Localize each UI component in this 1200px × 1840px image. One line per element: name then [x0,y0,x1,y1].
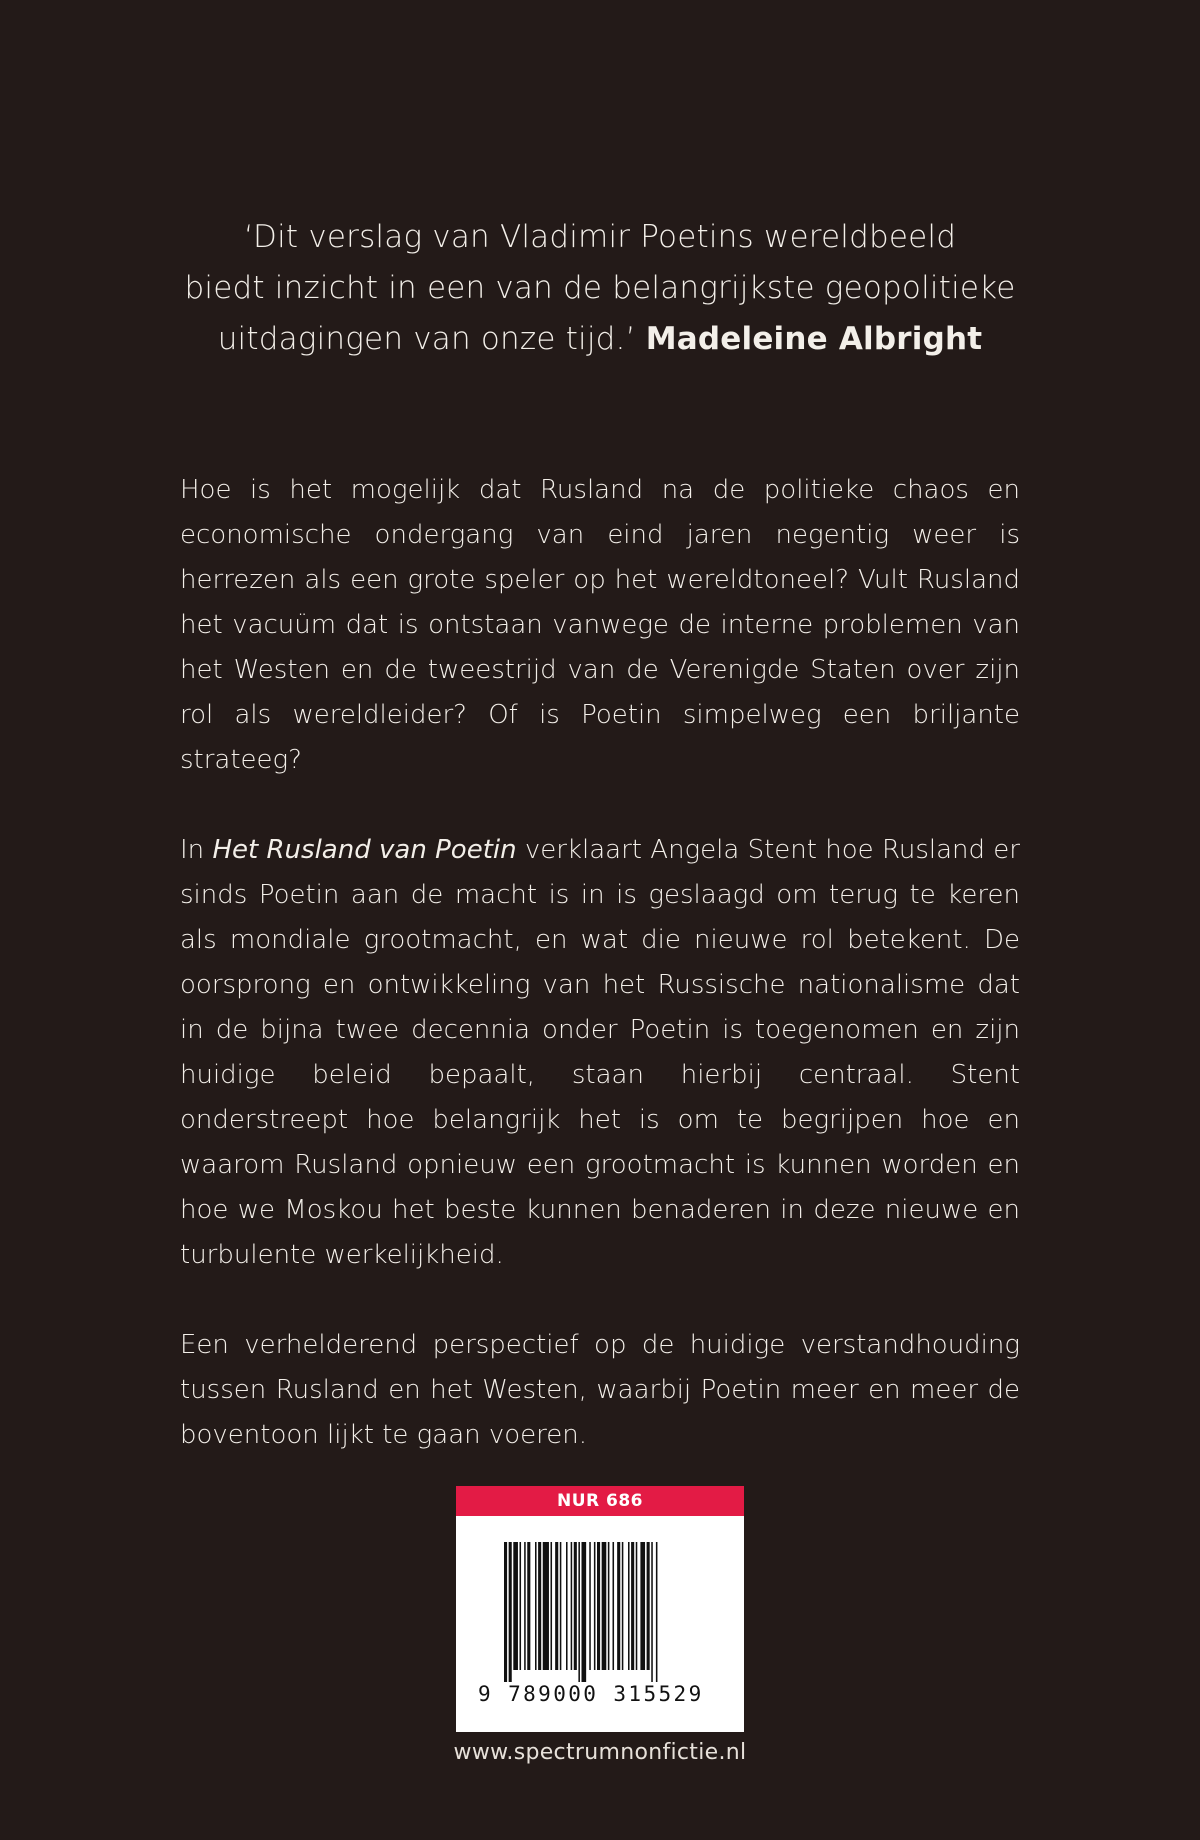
isbn-number: 9 789000 315529 [478,1682,704,1706]
barcode-bar [504,1542,507,1682]
book-title: Het Rusland van Poetin [212,835,517,865]
barcode-bar [566,1542,568,1670]
barcode-bar [520,1542,522,1670]
barcode-bar [535,1542,537,1670]
blurb-paragraph-2-text: verklaart Angela Stent hoe Rusland er sinds Poetin aan de macht is in is geslaagd om terug te keren als mondiale grootmacht, en wat die nieuwe rol betekent. De oorsprong en ontwikkeling van het Russische nationalisme dat in de bijna twee decennia onder Poetin is toegenomen en zijn huidige beleid bepaalt, staan hierbij centraal. Stent onderstreept hoe belangrijk het is om te begrijpen hoe en waarom Rusland opnieuw een grootmacht is kunnen worden en hoe we Moskou het beste kunnen benaderen in deze nieuwe en turbulente werkelijkheid. [180,835,1020,1270]
barcode-bar [613,1542,615,1670]
barcode-bar [622,1542,624,1670]
barcode-bar [551,1542,553,1670]
barcode-bar [651,1542,653,1682]
nur-code: NUR 686 [456,1486,744,1516]
barcode-label [456,1486,744,1732]
blurb-paragraph-2-prefix: In [180,835,213,865]
barcode-bar [617,1542,620,1670]
barcode-bar [631,1542,634,1670]
barcode-bar [636,1542,638,1670]
barcode-icon [504,1542,702,1682]
quote-author: Madeleine Albright [645,321,983,357]
barcode-bar [589,1542,591,1670]
barcode-bar [560,1542,562,1670]
barcode-bar [571,1542,573,1670]
barcode-bar [543,1542,549,1670]
publisher-website: www.spectrumnonfictie.nl [453,1740,747,1765]
blurb [180,468,1020,1503]
barcode-bar [538,1542,541,1670]
barcode-bar [602,1542,607,1670]
barcode-bar [594,1542,596,1670]
barcode-bar [608,1542,610,1670]
barcode-bar [555,1542,558,1670]
quote-line-3 [150,314,1050,365]
barcode-bar [578,1542,580,1682]
barcode-bar [597,1542,600,1670]
endorsement-quote [150,212,1050,365]
barcode-bar [647,1542,650,1670]
blurb-paragraph-2 [180,828,1020,1278]
quote-line-3-text: uitdagingen van onze tijd.’ [217,321,636,357]
barcode-bar [574,1542,577,1670]
barcode-bar [509,1542,512,1682]
blurb-paragraph-1: Hoe is het mogelijk dat Rusland na de politieke chaos en economische ondergang van eind jaren negentig weer is herrezen als een grote speler op het wereldtoneel? Vult Rusland het vacuüm dat is ontstaan vanwege de interne problemen van het Westen en de tweestrijd van de Verenigde Staten over zijn rol als wereldleider? Of is Poetin simpelweg een briljante strateeg? [180,475,1020,775]
barcode-bar [524,1542,526,1670]
blurb-paragraph-3: Een verhelderend perspectief op de huidige verstandhouding tussen Rusland en het Westen, waarbij Poetin meer en meer de boventoon lijkt te gaan voeren. [180,1330,1020,1450]
barcode-bar [628,1542,630,1670]
barcode-bar [582,1542,587,1682]
barcode-bar [513,1542,518,1670]
quote-line-1: ‘Dit verslag van Vladimir Poetins wereldbeeld [243,219,957,255]
barcode-bar [656,1542,658,1682]
barcode-bar [527,1542,530,1670]
barcode-bar [640,1542,645,1670]
quote-line-2: biedt inzicht in een van de belangrijkste geopolitieke [184,270,1016,306]
